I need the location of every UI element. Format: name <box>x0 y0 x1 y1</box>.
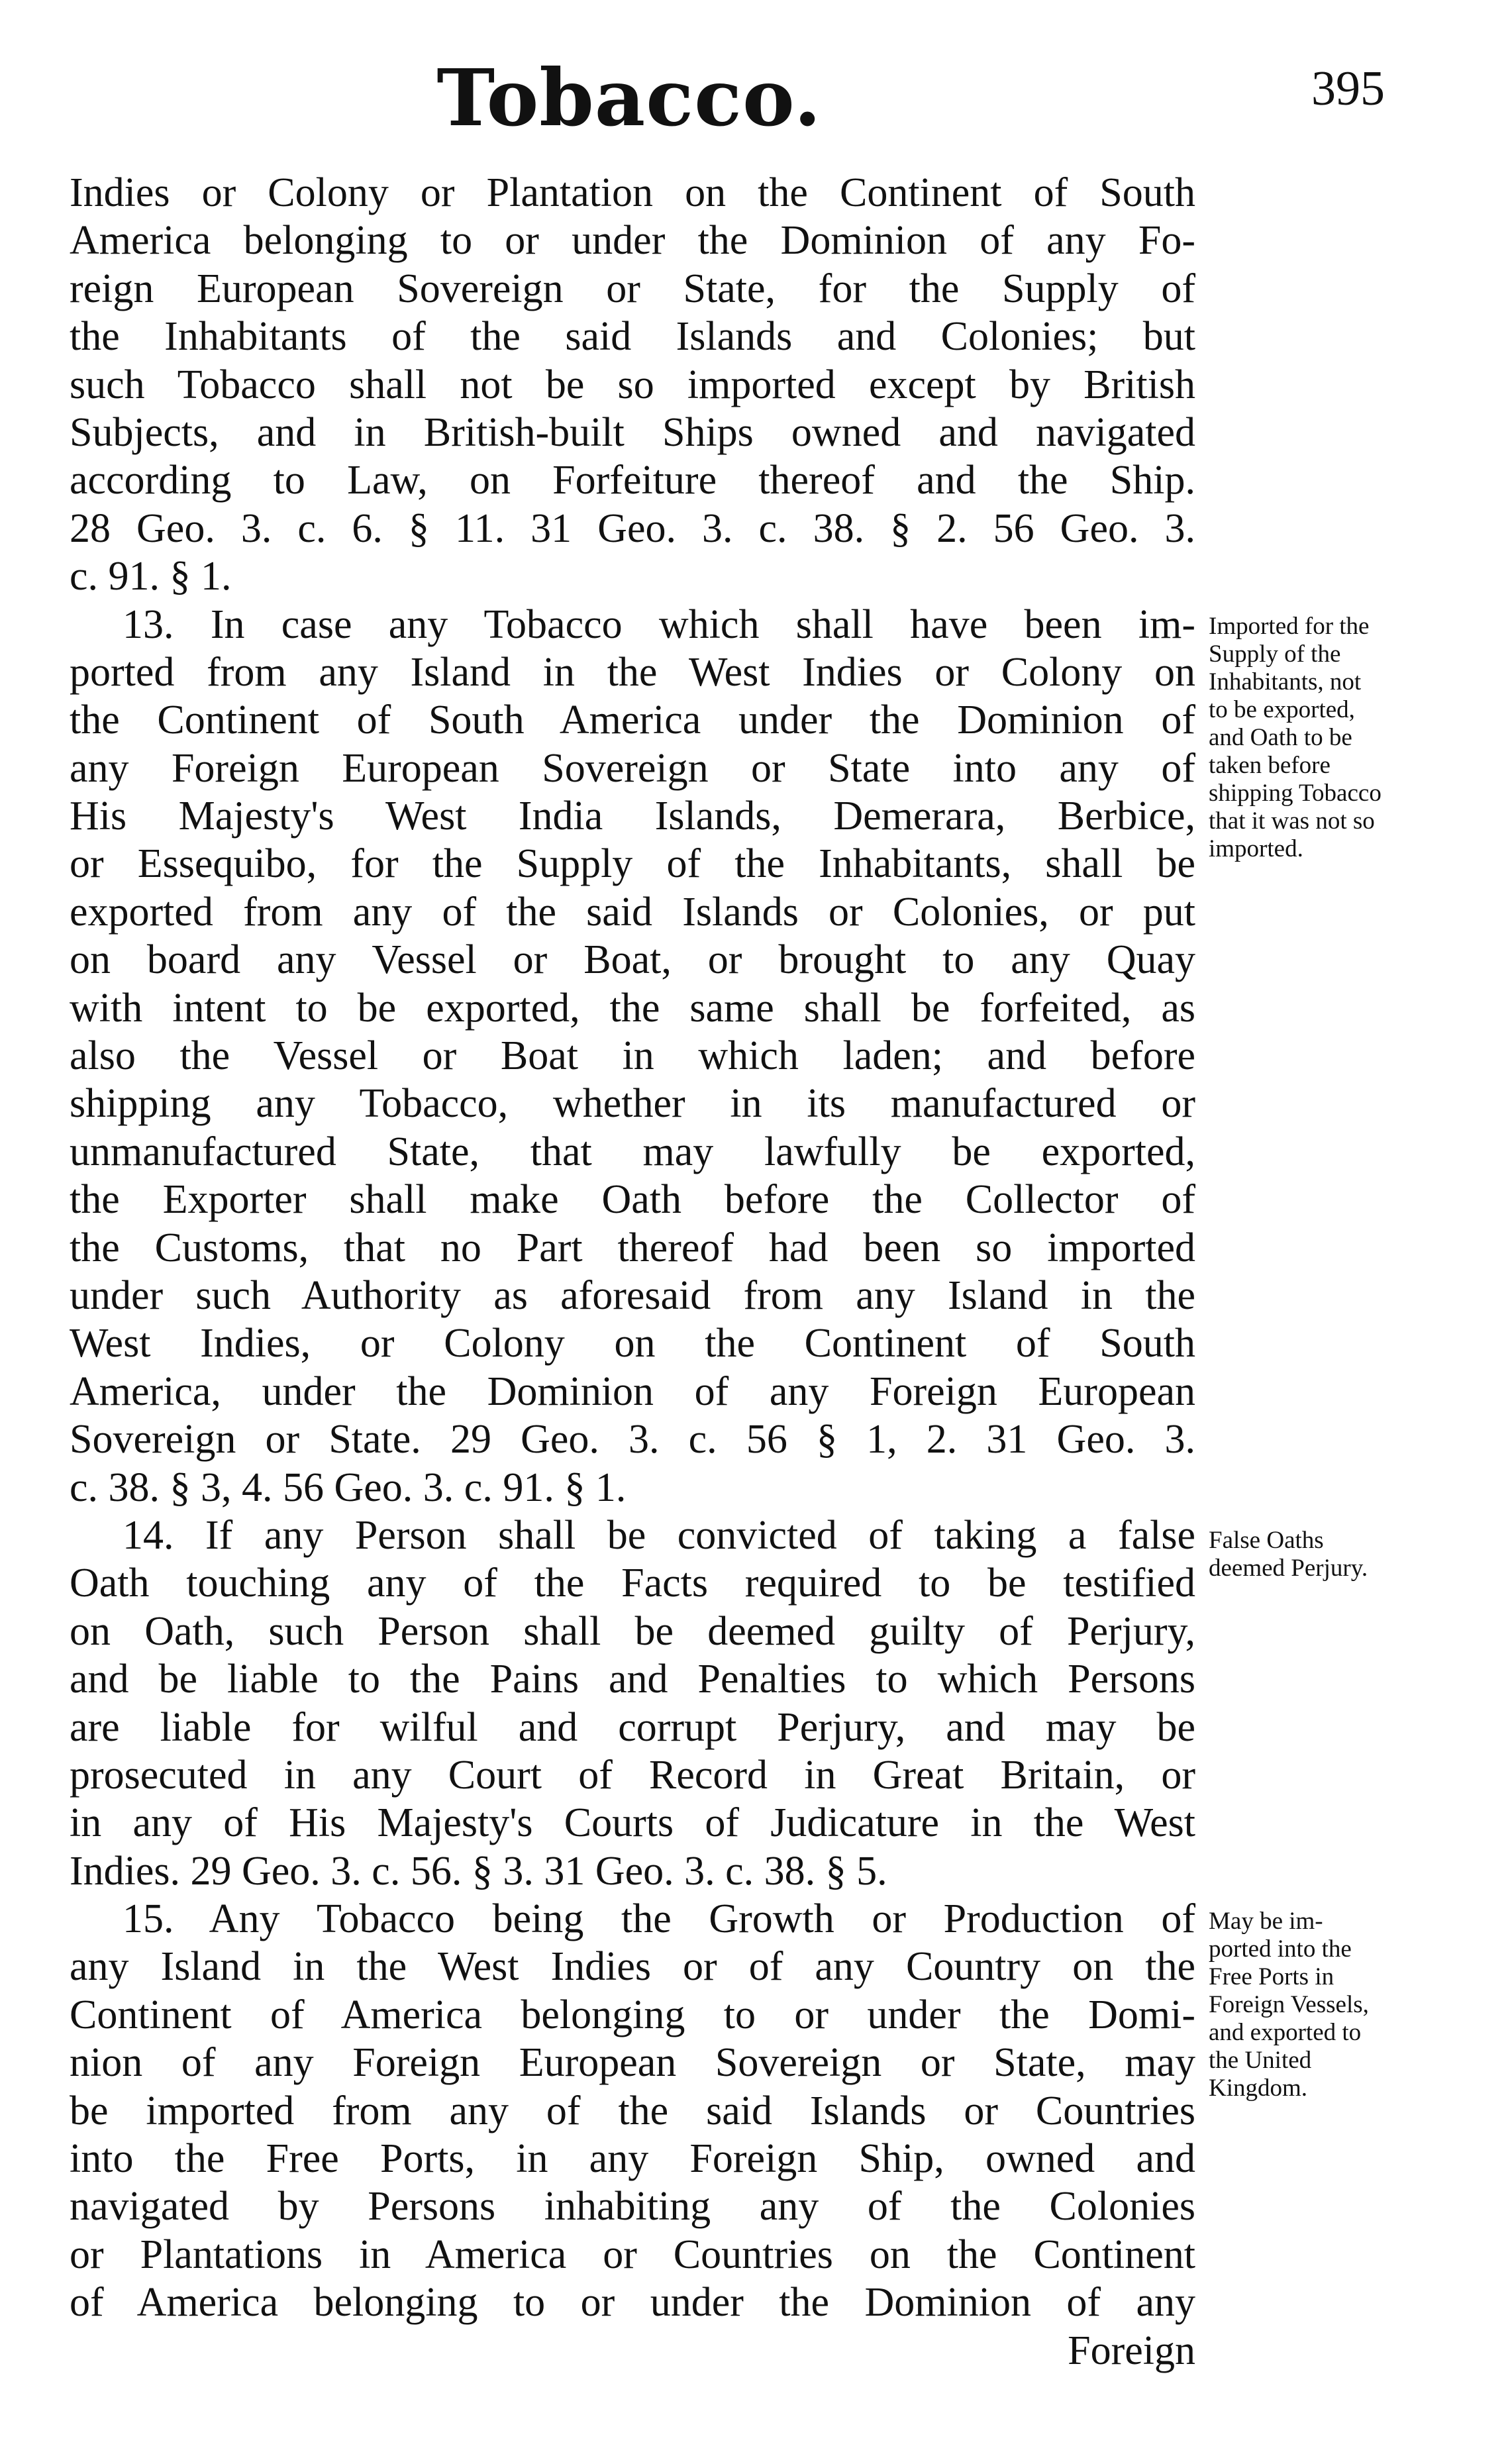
text-line: Continent of America belonging to or under the Domi- <box>70 1992 1195 2037</box>
text-line: the Customs, that no Part thereof had been so imported <box>70 1225 1195 1270</box>
margin-note-line: ported into the <box>1209 1935 1352 1963</box>
body-text <box>70 169 1195 2375</box>
margin-note-line: and exported to <box>1209 2019 1362 2046</box>
margin-note-line: taken before <box>1209 752 1331 779</box>
running-head-title: Tobacco. <box>436 52 822 144</box>
text-line: the Continent of South America under the Dominion of <box>70 697 1195 743</box>
margin-note-line: May be im- <box>1209 1908 1323 1935</box>
text-line: Oath touching any of the Facts required to be testified <box>70 1561 1195 1606</box>
margin-note-line: Foreign Vessels, <box>1209 1991 1369 2018</box>
margin-note-line: that it was not so <box>1209 807 1375 835</box>
paragraph-13-start: 13. In case any Tobacco which shall have been im- <box>123 601 1195 647</box>
text-line: under such Authority as aforesaid from any Island in the <box>70 1272 1195 1318</box>
text-line: shipping any Tobacco, whether in its manufactured or <box>70 1081 1195 1127</box>
text-line: according to Law, on Forfeiture thereof and the Ship. <box>70 458 1195 503</box>
text-line: His Majesty's West India Islands, Demerara, Berbice, <box>70 794 1195 839</box>
margin-note-line: False Oaths <box>1209 1527 1324 1554</box>
text-line: West Indies, or Colony on the Continent of South <box>70 1321 1195 1366</box>
margin-note-line: Imported for the <box>1209 613 1370 640</box>
margin-note-line: to be exported, <box>1209 696 1355 723</box>
catchword: Foreign <box>1068 2328 1195 2373</box>
page-number: 395 <box>1311 62 1385 116</box>
text-line: navigated by Persons inhabiting any of the Colonies <box>70 2184 1195 2230</box>
text-line: are liable for wilful and corrupt Perjury, and may be <box>70 1704 1195 1750</box>
text-line: be imported from any of the said Islands or Countries <box>70 2088 1195 2133</box>
text-line: any Island in the West Indies or of any Country on the <box>70 1944 1195 1990</box>
text-line: unmanufactured State, that may lawfully be exported, <box>70 1129 1195 1174</box>
text-line: such Tobacco shall not be so imported except by British <box>70 362 1195 407</box>
text-line: the Inhabitants of the said Islands and Colonies; but <box>70 314 1195 360</box>
text-line: or Essequibo, for the Supply of the Inhabitants, shall be <box>70 841 1195 887</box>
text-line: Indies. 29 Geo. 3. c. 56. § 3. 31 Geo. 3. c. 38. § 5. <box>70 1848 887 1894</box>
margin-note-line: imported. <box>1209 835 1303 862</box>
text-line: Indies or Colony or Plantation on the Continent of South <box>70 170 1195 215</box>
margin-note-imported-for-supply <box>1209 613 1493 863</box>
margin-note-line: shipping Tobacco <box>1209 780 1382 807</box>
paragraph-15-start: 15. Any Tobacco being the Growth or Production of <box>123 1896 1195 1942</box>
text-line: c. 91. § 1. <box>70 554 232 599</box>
text-line: of America belonging to or under the Dominion of any <box>70 2280 1195 2326</box>
text-line: Subjects, and in British-built Ships owned and navigated <box>70 409 1195 455</box>
margin-note-line: Kingdom. <box>1209 2075 1308 2102</box>
text-line: on board any Vessel or Boat, or brought to any Quay <box>70 937 1195 983</box>
text-line: and be liable to the Pains and Penalties to which Persons <box>70 1657 1195 1702</box>
margin-note-false-oaths <box>1209 1527 1493 1582</box>
margin-note-free-ports <box>1209 1908 1493 2102</box>
text-line: any Foreign European Sovereign or State into any of <box>70 745 1195 791</box>
text-line: reign European Sovereign or State, for the Supply of <box>70 266 1195 311</box>
text-line: America belonging to or under the Dominion of any Fo- <box>70 218 1195 264</box>
text-line: with intent to be exported, the same shall be forfeited, as <box>70 985 1195 1031</box>
margin-note-line: Supply of the <box>1209 641 1341 668</box>
text-line: Sovereign or State. 29 Geo. 3. c. 56 § 1, 2. 31 Geo. 3. <box>70 1417 1195 1463</box>
text-line: on Oath, such Person shall be deemed guilty of Perjury, <box>70 1608 1195 1654</box>
margin-note-line: deemed Perjury. <box>1209 1555 1368 1582</box>
paragraph-14-start: 14. If any Person shall be convicted of taking a false <box>123 1512 1195 1558</box>
text-line: c. 38. § 3, 4. 56 Geo. 3. c. 91. § 1. <box>70 1464 627 1510</box>
margin-note-line: and Oath to be <box>1209 724 1352 751</box>
text-line: prosecuted in any Court of Record in Great Britain, or <box>70 1752 1195 1798</box>
text-line: also the Vessel or Boat in which laden; and before <box>70 1033 1195 1079</box>
text-line: in any of His Majesty's Courts of Judicature in the West <box>70 1800 1195 1846</box>
text-line: America, under the Dominion of any Foreign European <box>70 1368 1195 1414</box>
text-line: nion of any Foreign European Sovereign or State, may <box>70 2040 1195 2086</box>
margin-note-line: Inhabitants, not <box>1209 668 1362 695</box>
text-line: 28 Geo. 3. c. 6. § 11. 31 Geo. 3. c. 38. § 2. 56 Geo. 3. <box>70 505 1195 551</box>
text-line: into the Free Ports, in any Foreign Ship, owned and <box>70 2136 1195 2182</box>
margin-note-line: the United <box>1209 2047 1312 2074</box>
text-line: the Exporter shall make Oath before the Collector of <box>70 1177 1195 1223</box>
text-line: ported from any Island in the West Indies or Colony on <box>70 649 1195 695</box>
margin-note-line: Free Ports in <box>1209 1963 1334 1990</box>
text-line: exported from any of the said Islands or Colonies, or put <box>70 889 1195 935</box>
text-line: or Plantations in America or Countries on the Continent <box>70 2232 1195 2277</box>
